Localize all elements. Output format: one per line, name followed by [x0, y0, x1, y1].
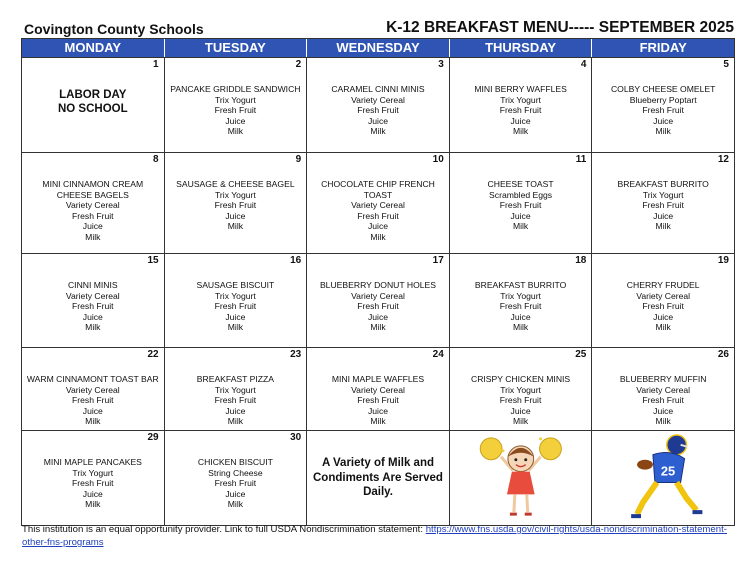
- menu-items: [165, 153, 307, 232]
- day-number: 23: [290, 349, 302, 360]
- menu-entree: MINI MAPLE WAFFLES: [331, 374, 425, 384]
- menu-side-item: Trix Yogurt: [642, 189, 684, 200]
- weekday-tuesday: TUESDAY: [164, 39, 307, 57]
- menu-side-item: Fresh Fruit: [642, 301, 684, 312]
- day-number: 17: [432, 255, 444, 266]
- week-row: [21, 254, 735, 348]
- menu-side-item: Fresh Fruit: [357, 395, 399, 406]
- menu-side-item: Juice: [367, 115, 389, 126]
- menu-side-item: Juice: [82, 221, 103, 232]
- menu-side-item: Juice: [653, 405, 674, 416]
- day-cell: [307, 153, 450, 254]
- menu-side-item: Fresh Fruit: [642, 105, 684, 116]
- menu-items: [165, 431, 307, 510]
- weekday-thursday: THURSDAY: [449, 39, 592, 57]
- menu-side-item: Variety Cereal: [65, 384, 120, 395]
- day-number: 9: [295, 154, 302, 165]
- menu-items: [450, 348, 592, 427]
- week-row: [21, 153, 735, 254]
- menu-side-item: Milk: [227, 126, 244, 137]
- menu-entree: COLBY CHEESE OMELET: [610, 84, 716, 94]
- menu-side-item: Milk: [655, 416, 671, 427]
- menu-side-item: Fresh Fruit: [642, 200, 684, 211]
- day-number: 3: [438, 59, 444, 70]
- menu-side-item: Variety Cereal: [636, 384, 691, 395]
- menu-side-item: Milk: [512, 126, 529, 137]
- day-number: 19: [717, 255, 729, 266]
- menu-side-item: Milk: [85, 499, 101, 510]
- menu-items: [592, 153, 734, 232]
- menu-side-item: Variety Cereal: [351, 200, 405, 211]
- day-cell: [165, 348, 308, 431]
- menu-side-item: Milk: [370, 322, 386, 333]
- menu-entree: MINI BERRY WAFFLES: [474, 84, 567, 94]
- day-number: 2: [295, 59, 302, 70]
- menu-side-item: Trix Yogurt: [500, 94, 541, 105]
- menu-entree: WARM CINNAMONT TOAST BAR: [26, 374, 159, 384]
- menu-side-item: Milk: [370, 231, 386, 242]
- day-number: 22: [147, 349, 159, 360]
- menu-side-item: Fresh Fruit: [357, 105, 399, 116]
- menu-entree: MINI CINNAMON CREAM CHEESE BAGELS: [42, 179, 144, 200]
- menu-side-item: Fresh Fruit: [499, 395, 542, 406]
- menu-entree: BLUEBERRY MUFFIN: [619, 374, 707, 384]
- menu-side-item: Milk: [655, 322, 671, 333]
- footer-statement: [22, 523, 732, 549]
- menu-entree: CHERRY FRUDEL: [626, 280, 700, 290]
- menu-items: [22, 431, 164, 510]
- menu-side-item: Milk: [85, 322, 101, 333]
- menu-side-item: Fresh Fruit: [214, 301, 257, 312]
- menu-entree: CHICKEN BISCUIT: [197, 457, 273, 467]
- menu-side-item: Juice: [653, 311, 674, 322]
- menu-side-item: Variety Cereal: [351, 384, 405, 395]
- menu-items: [22, 348, 164, 427]
- week-row: [21, 431, 735, 526]
- menu-side-item: Milk: [85, 416, 101, 427]
- weekday-friday: FRIDAY: [591, 39, 734, 57]
- menu-side-item: Milk: [85, 231, 101, 242]
- menu-items: [307, 153, 449, 243]
- menu-side-item: Juice: [653, 210, 674, 221]
- menu-title: K-12 BREAKFAST MENU----- SEPTEMBER 2025: [386, 19, 734, 36]
- menu-side-item: Trix Yogurt: [215, 384, 256, 395]
- day-cell: [22, 431, 165, 526]
- menu-side-item: Juice: [225, 311, 246, 322]
- day-cell: [22, 58, 165, 153]
- day-number: 8: [153, 154, 159, 165]
- menu-entree: BREAKFAST BURRITO: [617, 179, 709, 189]
- menu-items: [450, 58, 592, 137]
- svg-text:25: 25: [661, 463, 676, 479]
- day-number: 15: [147, 255, 159, 266]
- day-cell: [22, 153, 165, 254]
- menu-side-item: Trix Yogurt: [215, 189, 256, 200]
- menu-side-item: Juice: [225, 488, 246, 499]
- weekday-wednesday: WEDNESDAY: [306, 39, 449, 57]
- day-cell: [450, 254, 593, 348]
- football-player-clipart-icon: [592, 431, 734, 525]
- menu-side-item: Trix Yogurt: [500, 290, 541, 301]
- menu-entree: BLUEBERRY DONUT HOLES: [319, 280, 437, 290]
- menu-entree: CHEESE TOAST: [487, 179, 554, 189]
- menu-entree: CARAMEL CINNI MINIS: [331, 84, 425, 94]
- menu-entree: BREAKFAST PIZZA: [196, 374, 274, 384]
- menu-side-item: Fresh Fruit: [357, 301, 399, 312]
- day-cell: [165, 431, 308, 526]
- menu-items: [165, 58, 307, 137]
- week-row: [21, 348, 735, 431]
- menu-side-item: Trix Yogurt: [215, 94, 256, 105]
- menu-items: [307, 58, 449, 137]
- menu-side-item: Fresh Fruit: [72, 478, 114, 489]
- menu-side-item: Milk: [512, 416, 529, 427]
- day-cell: [592, 254, 735, 348]
- day-cell: [307, 254, 450, 348]
- menu-side-item: Juice: [225, 405, 246, 416]
- menu-side-item: Juice: [510, 210, 531, 221]
- menu-entree: PANCAKE GRIDDLE SANDWICH: [170, 84, 301, 94]
- pompom-right: [539, 438, 561, 460]
- menu-side-item: Juice: [367, 221, 389, 232]
- daily-notice: A Variety of Milk and Condiments Are Served Daily.: [313, 457, 443, 498]
- menu-side-item: Fresh Fruit: [72, 395, 114, 406]
- day-number: 4: [580, 59, 587, 70]
- menu-side-item: Juice: [82, 405, 103, 416]
- menu-items: [592, 348, 734, 427]
- day-number: 1: [153, 59, 159, 70]
- menu-side-item: Milk: [655, 126, 671, 137]
- day-cell: [450, 431, 593, 526]
- day-number: 12: [717, 154, 729, 165]
- menu-side-item: Variety Cereal: [65, 200, 120, 211]
- menu-side-item: Fresh Fruit: [214, 200, 257, 211]
- menu-items: [592, 58, 734, 137]
- cheerleader-dress: [507, 472, 535, 495]
- day-number: 30: [290, 432, 302, 443]
- day-cell: [592, 348, 735, 431]
- menu-entree: SAUSAGE & CHEESE BAGEL: [176, 179, 295, 189]
- menu-items: [307, 254, 449, 333]
- footer-text: This institution is an equal opportunity provider. Link to full USDA Nondiscrimination statement:: [22, 524, 426, 535]
- menu-side-item: Juice: [653, 115, 674, 126]
- day-number: 18: [575, 255, 587, 266]
- day-number: 5: [723, 59, 729, 70]
- weekday-header-bar: [21, 38, 735, 58]
- menu-entree: MINI MAPLE PANCAKES: [43, 457, 142, 467]
- menu-side-item: Variety Cereal: [636, 290, 691, 301]
- menu-side-item: Trix Yogurt: [215, 290, 256, 301]
- day-cell: [307, 58, 450, 153]
- menu-side-item: Milk: [227, 499, 244, 510]
- menu-calendar: [21, 38, 735, 526]
- menu-items: [592, 254, 734, 333]
- menu-side-item: Milk: [227, 416, 244, 427]
- menu-entree: BREAKFAST BURRITO: [474, 280, 567, 290]
- weekday-monday: MONDAY: [64, 40, 122, 55]
- day-cell: [450, 153, 593, 254]
- menu-side-item: Juice: [82, 488, 103, 499]
- menu-side-item: Blueberry Poptart: [629, 94, 697, 105]
- menu-side-item: Fresh Fruit: [499, 105, 542, 116]
- day-number: 11: [575, 154, 587, 165]
- day-cell: [165, 153, 308, 254]
- day-cell: [307, 348, 450, 431]
- menu-side-item: Juice: [510, 311, 531, 322]
- menu-side-item: Fresh Fruit: [499, 301, 542, 312]
- school-name: Covington County Schools: [24, 21, 204, 37]
- menu-side-item: Variety Cereal: [65, 290, 120, 301]
- nondiscrimination-link[interactable]: https://www.fns.usda.gov/civil-rights/usda-nondiscrimination-statement-other-fns-programs: [22, 524, 727, 548]
- menu-side-item: Milk: [512, 221, 529, 232]
- menu-side-item: Juice: [225, 210, 246, 221]
- day-number: 16: [290, 255, 302, 266]
- day-cell: [592, 58, 735, 153]
- menu-side-item: Scrambled Eggs: [489, 189, 553, 200]
- day-number: 26: [717, 349, 729, 360]
- week-row: [21, 58, 735, 153]
- menu-side-item: Juice: [510, 405, 531, 416]
- menu-side-item: Fresh Fruit: [214, 478, 257, 489]
- menu-entree: CRISPY CHICKEN MINIS: [470, 374, 571, 384]
- menu-side-item: Juice: [510, 115, 531, 126]
- day-cell: [450, 348, 593, 431]
- menu-entree: LABOR DAY: [59, 89, 127, 101]
- menu-side-item: Variety Cereal: [351, 94, 405, 105]
- day-number: 10: [432, 154, 444, 165]
- day-cell: [450, 58, 593, 153]
- menu-side-item: Juice: [82, 311, 103, 322]
- menu-items: [450, 254, 592, 333]
- menu-entree: SAUSAGE BISCUIT: [196, 280, 275, 290]
- menu-side-item: String Cheese: [208, 467, 263, 478]
- day-cell: [22, 254, 165, 348]
- menu-side-item: Juice: [367, 311, 389, 322]
- menu-side-item: Milk: [655, 221, 671, 232]
- menu-side-item: Fresh Fruit: [72, 301, 114, 312]
- day-cell: [165, 58, 308, 153]
- menu-side-item: Fresh Fruit: [499, 200, 542, 211]
- menu-side-item: NO SCHOOL: [57, 103, 128, 115]
- day-number: 24: [432, 349, 444, 360]
- menu-side-item: Fresh Fruit: [72, 210, 114, 221]
- day-cell: [22, 348, 165, 431]
- menu-side-item: Juice: [225, 115, 246, 126]
- cheerleader-clipart-icon: [450, 431, 592, 525]
- day-number: 25: [575, 349, 587, 360]
- football: [637, 460, 653, 470]
- menu-items: [22, 58, 164, 116]
- day-cell: [165, 254, 308, 348]
- menu-side-item: Milk: [370, 416, 386, 427]
- pompom-left: [480, 438, 502, 460]
- day-cell: [592, 431, 735, 526]
- menu-side-item: Juice: [367, 405, 389, 416]
- day-cell: [307, 431, 450, 526]
- menu-items: [307, 348, 449, 427]
- menu-side-item: Milk: [227, 221, 244, 232]
- calendar-grid: [21, 58, 735, 526]
- menu-side-item: Fresh Fruit: [357, 210, 399, 221]
- menu-side-item: Milk: [370, 126, 386, 137]
- menu-side-item: Trix Yogurt: [72, 467, 114, 478]
- menu-side-item: Milk: [227, 322, 244, 333]
- menu-side-item: Fresh Fruit: [214, 105, 257, 116]
- menu-items: [165, 348, 307, 427]
- menu-items: [165, 254, 307, 333]
- menu-items: [22, 254, 164, 333]
- day-cell: [592, 153, 735, 254]
- menu-entree: CHOCOLATE CHIP FRENCH TOAST: [321, 179, 435, 200]
- menu-entree: CINNI MINIS: [67, 280, 118, 290]
- menu-side-item: Milk: [512, 322, 529, 333]
- day-number: 29: [147, 432, 159, 443]
- menu-items: [450, 153, 592, 232]
- menu-side-item: Fresh Fruit: [642, 395, 684, 406]
- menu-side-item: Fresh Fruit: [214, 395, 257, 406]
- menu-items: [22, 153, 164, 243]
- menu-side-item: Trix Yogurt: [500, 384, 541, 395]
- menu-side-item: Variety Cereal: [351, 290, 405, 301]
